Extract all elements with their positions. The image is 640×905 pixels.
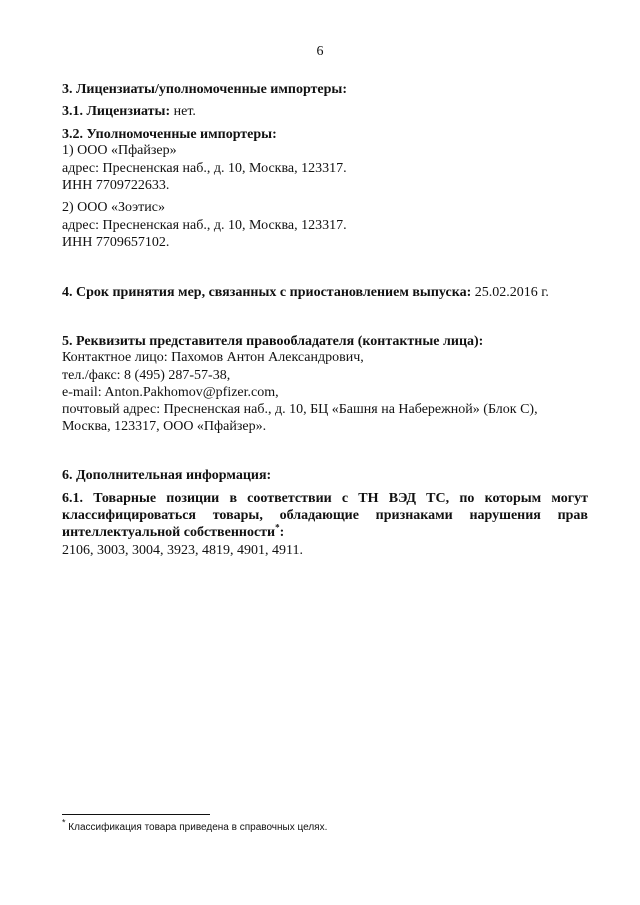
licensees-label: 3.1. Лицензиаты: <box>62 104 171 119</box>
importer-1-name: 1) ООО «Пфайзер» <box>62 143 177 158</box>
section-6-heading: 6. Дополнительная информация: <box>62 468 272 483</box>
section-3-heading: 3. Лицензиаты/уполномоченные импортеры: <box>62 82 348 97</box>
importers-label: 3.2. Уполномоченные импортеры: <box>62 127 277 142</box>
footnote-text: Классификация товара приведена в справочных целях. <box>65 822 328 833</box>
section-4-line <box>62 285 549 301</box>
licensees-line <box>62 104 196 120</box>
section-4-label: 4. Срок принятия мер, связанных с приостановлением выпуска: <box>62 285 472 300</box>
ip-text: интеллектуальной собственности <box>62 525 276 540</box>
postal-address: почтовый адрес: Пресненская наб., д. 10, БЦ «Башня на Набережной» (Блок С), <box>62 402 538 417</box>
contact-phone: тел./факс: 8 (495) 287-57-38, <box>62 368 231 383</box>
ip-colon: : <box>279 525 285 540</box>
postal-address-cont: Москва, 123317, ООО «Пфайзер». <box>62 419 267 434</box>
importer-2-inn: ИНН 7709657102. <box>62 235 170 250</box>
importer-1-address: адрес: Пресненская наб., д. 10, Москва, 123317. <box>62 161 347 176</box>
footnote-separator <box>62 814 210 815</box>
tnved-codes: 2106, 3003, 3004, 3923, 4819, 4901, 4911. <box>62 543 303 558</box>
page-number: 6 <box>316 44 324 59</box>
section-6-1-line-1: 6.1. Товарные позиции в соответствии с ТН ВЭД ТС, по которым могут <box>62 491 588 506</box>
section-4-value: 25.02.2016 г. <box>471 285 549 300</box>
footnote <box>62 817 328 834</box>
licensees-value: нет. <box>170 104 196 119</box>
footnote-mark: * <box>62 817 66 828</box>
importer-1-inn: ИНН 7709722633. <box>62 178 170 193</box>
contact-email: e-mail: Anton.Pakhomov@pfizer.com, <box>62 385 279 400</box>
importer-2-address: адрес: Пресненская наб., д. 10, Москва, 123317. <box>62 218 347 233</box>
importer-2-name: 2) ООО «Зоэтис» <box>62 200 166 215</box>
contact-person: Контактное лицо: Пахомов Антон Александрович, <box>62 350 364 365</box>
footnote-ref: * <box>275 522 280 533</box>
section-5-heading: 5. Реквизиты представителя правообладателя (контактные лица): <box>62 334 484 349</box>
section-6-1-line-3 <box>62 522 285 541</box>
section-6-1-line-2: классифицироваться товары, обладающие признаками нарушения прав <box>62 508 588 523</box>
